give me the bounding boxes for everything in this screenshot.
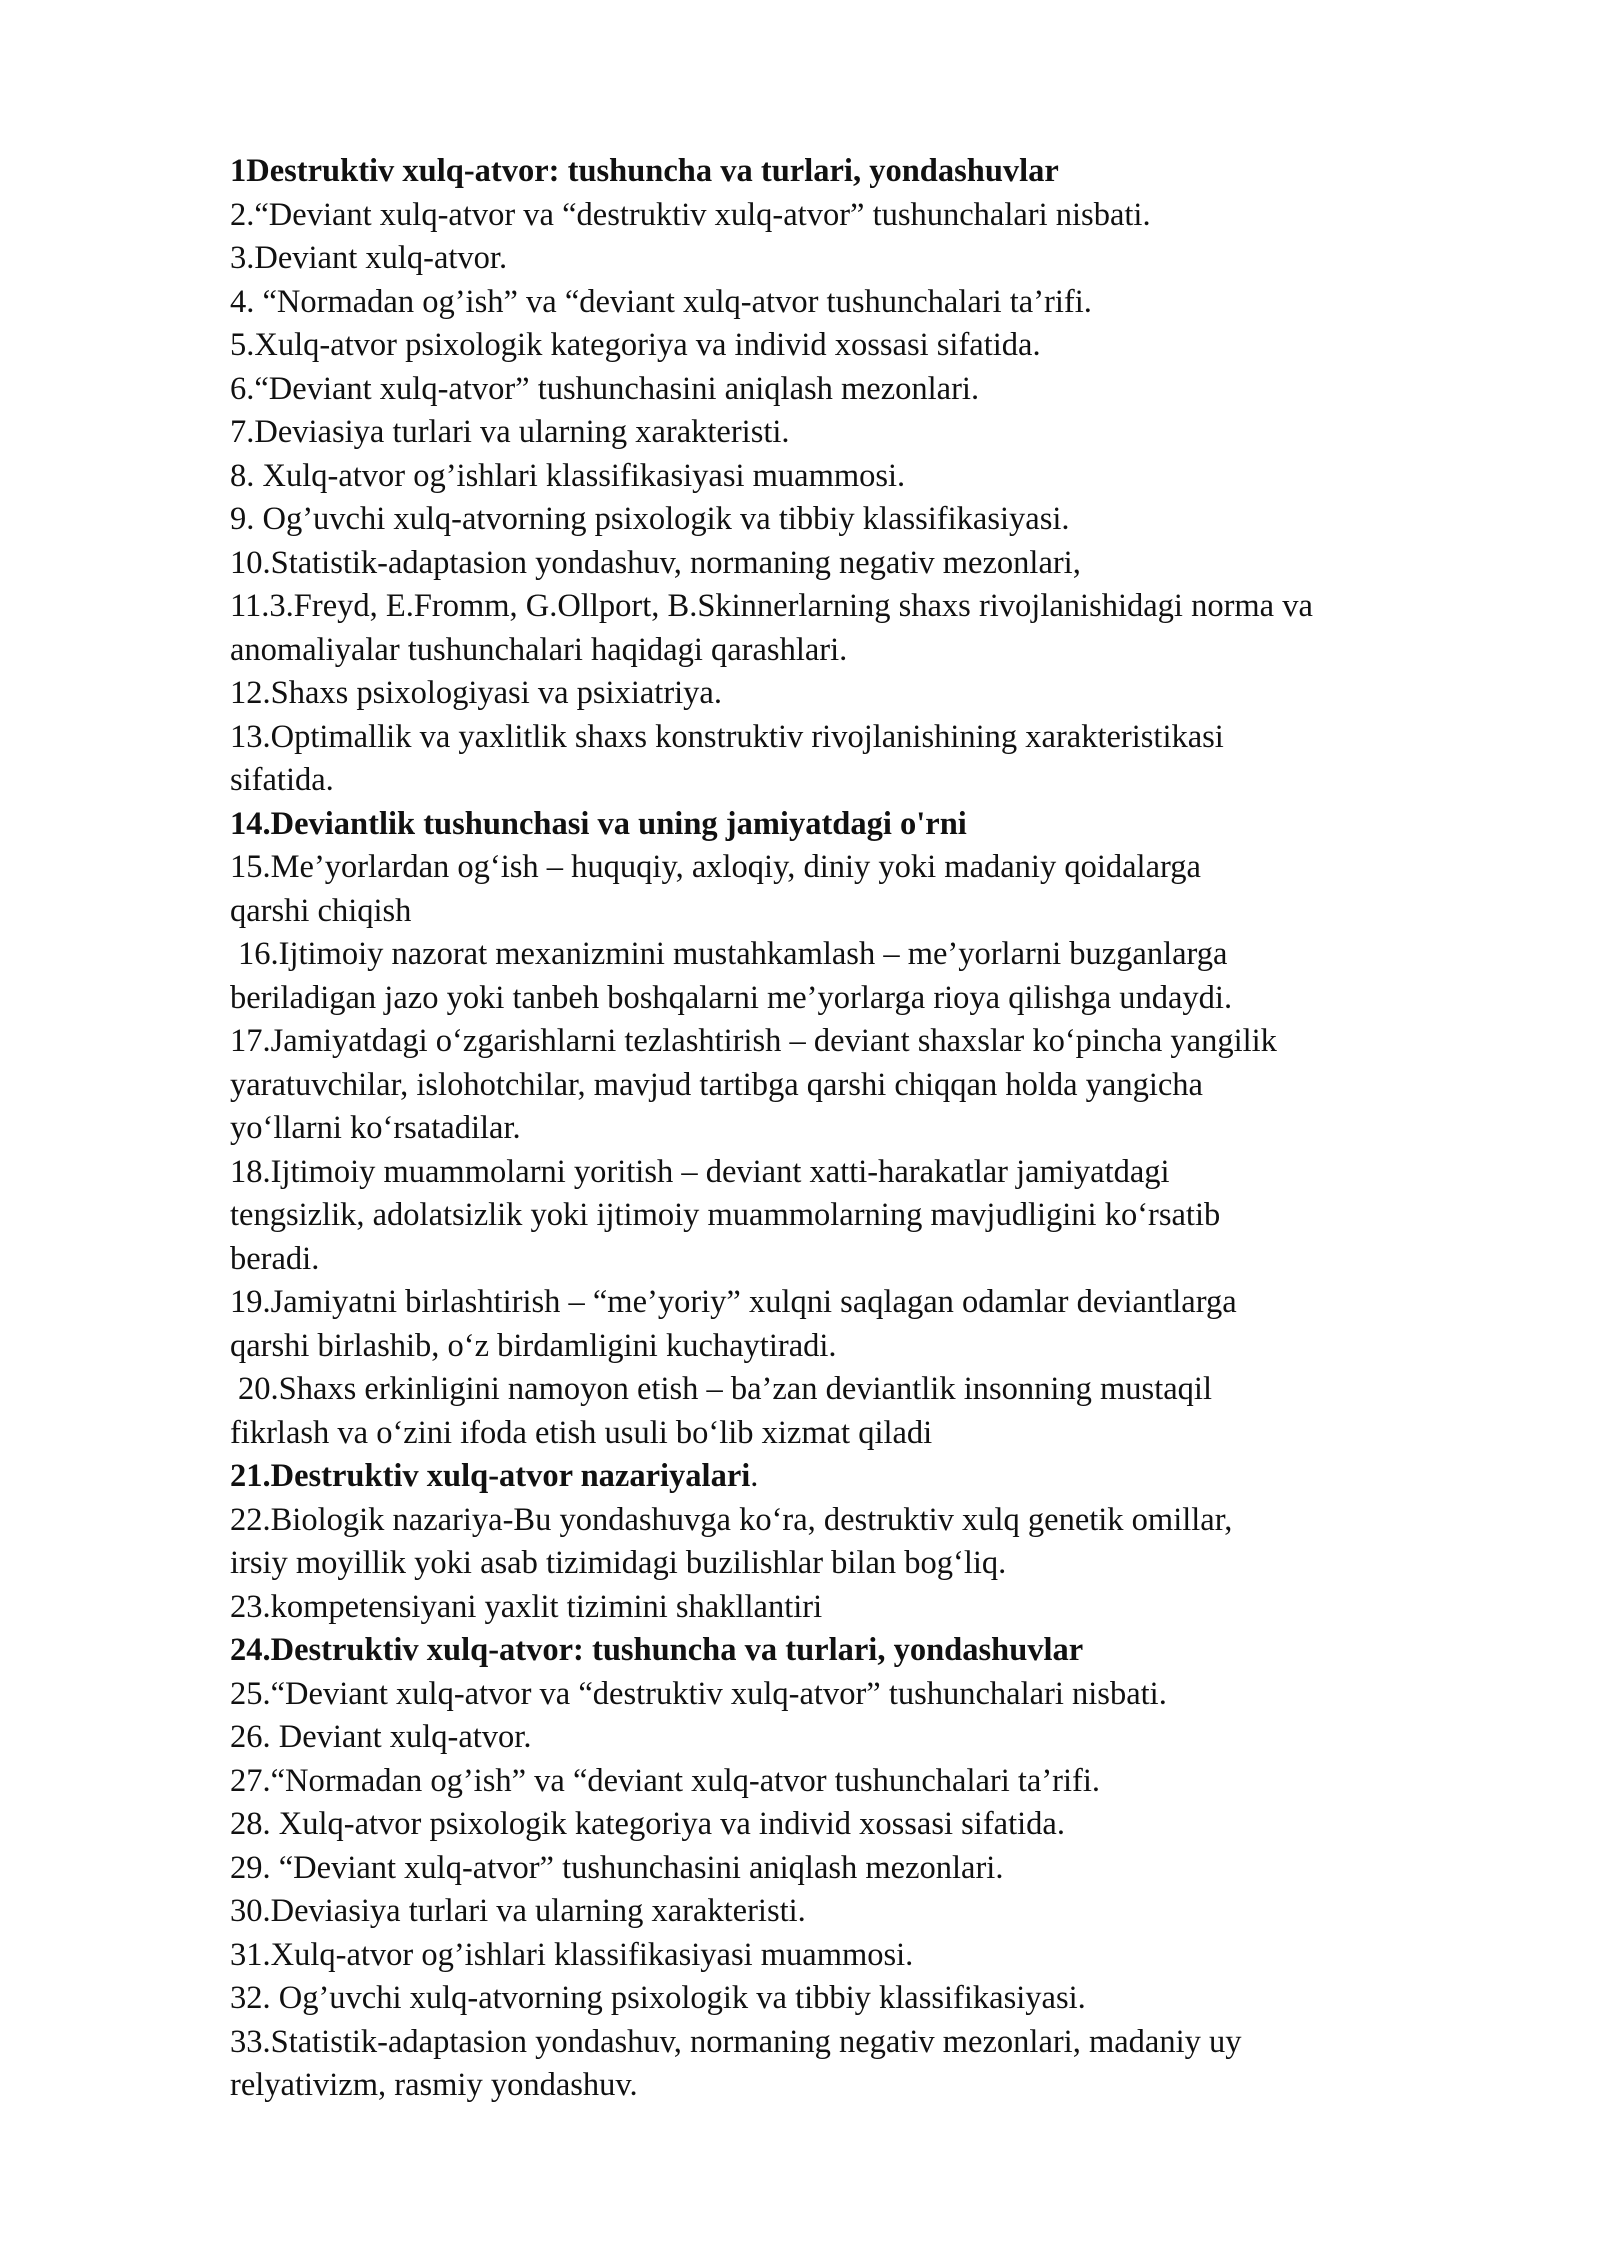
document-line <box>230 324 1520 368</box>
document-line <box>230 2021 1520 2065</box>
document-line <box>230 2064 1520 2108</box>
line-text: beriladigan jazo yoki tanbeh boshqalarni me’yorlarga rioya qilishga undaydi. <box>230 979 1233 1016</box>
line-text: 4. “Normadan og’ish” va “deviant xulq-atvor tushunchalari ta’rifi. <box>230 283 1092 320</box>
line-text: 23.kompetensiyani yaxlit tizimini shakllantiri <box>230 1588 823 1625</box>
line-text: 30.Deviasiya turlari va ularning xarakteristi. <box>230 1893 806 1929</box>
line-text: 16.Ijtimoiy nazorat mexanizmini mustahkamlash – me’yorlarni buzganlarga <box>238 936 1228 972</box>
document-line <box>230 1194 1520 1238</box>
document-line <box>230 933 1520 977</box>
document-line <box>230 1281 1520 1325</box>
document-line <box>230 1977 1520 2021</box>
document-line <box>230 1803 1520 1847</box>
line-text: tengsizlik, adolatsizlik yoki ijtimoiy muammolarning mavjudligini ko‘rsatib <box>230 1197 1221 1233</box>
document-line <box>230 542 1520 586</box>
line-text: 15.Me’yorlardan og‘ish – huquqiy, axloqiy, diniy yoki madaniy qoidalarga <box>230 849 1201 885</box>
document-line <box>230 194 1520 238</box>
line-text: 6.“Deviant xulq-atvor” tushunchasini aniqlash mezonlari. <box>230 370 980 407</box>
line-text: yaratuvchilar, islohotchilar, mavjud tartibga qarshi chiqqan holda yangicha <box>230 1066 1203 1103</box>
document-line <box>230 585 1520 629</box>
document-line <box>230 716 1520 760</box>
document-line <box>230 1238 1520 1282</box>
document-line <box>230 455 1520 499</box>
document-line <box>230 281 1520 325</box>
line-text: 10.Statistik-adaptasion yondashuv, normaning negativ mezonlari, <box>230 544 1081 581</box>
heading-text: 1Destruktiv xulq-atvor: tushuncha va turlari, yondashuvlar <box>230 153 1059 189</box>
document-line <box>230 1716 1520 1760</box>
line-text: qarshi chiqish <box>230 892 412 929</box>
document-line <box>230 890 1520 934</box>
document-line <box>230 1847 1520 1891</box>
line-text: qarshi birlashib, o‘z birdamligini kuchaytiradi. <box>230 1327 837 1364</box>
line-text: 5.Xulq-atvor psixologik kategoriya va individ xossasi sifatida. <box>230 327 1041 363</box>
line-text: 27.“Normadan og’ish” va “deviant xulq-atvor tushunchalari ta’rifi. <box>230 1762 1100 1799</box>
document-line <box>230 759 1520 803</box>
line-text: beradi. <box>230 1240 320 1277</box>
line-text: 17.Jamiyatdagi o‘zgarishlarni tezlashtirish – deviant shaxslar ko‘pincha yangilik <box>230 1023 1277 1059</box>
document-line <box>230 803 1520 847</box>
document-line <box>230 1629 1520 1673</box>
document-line <box>230 977 1520 1021</box>
heading-text: 14.Deviantlik tushunchasi va uning jamiyatdagi o'rni <box>230 805 967 842</box>
document-line <box>230 368 1520 412</box>
document-line <box>230 629 1520 673</box>
document-line <box>230 237 1520 281</box>
line-text: 11.3.Freyd, E.Fromm, G.Ollport, B.Skinnerlarning shaxs rivojlanishidagi norma va <box>230 588 1313 624</box>
line-text: 26. Deviant xulq-atvor. <box>230 1719 532 1755</box>
document-line <box>230 1934 1520 1978</box>
line-text: 33.Statistik-adaptasion yondashuv, normaning negativ mezonlari, madaniy uy <box>230 2023 1242 2060</box>
line-text: 20.Shaxs erkinligini namoyon etish – ba’zan deviantlik insonning mustaqil <box>238 1371 1212 1407</box>
line-text: irsiy moyillik yoki asab tizimidagi buzilishlar bilan bog‘liq. <box>230 1545 1007 1581</box>
line-text: 25.“Deviant xulq-atvor va “destruktiv xulq-atvor” tushunchalari nisbati. <box>230 1675 1167 1712</box>
line-text: 31.Xulq-atvor og’ishlari klassifikasiyasi muammosi. <box>230 1936 914 1973</box>
heading-text: 21.Destruktiv xulq-atvor nazariyalari <box>230 1458 751 1494</box>
line-text: 32. Og’uvchi xulq-atvorning psixologik va tibbiy klassifikasiyasi. <box>230 1980 1086 2016</box>
document-line <box>230 1064 1520 1108</box>
line-text: sifatida. <box>230 762 334 798</box>
line-text: 18.Ijtimoiy muammolarni yoritish – deviant xatti-harakatlar jamiyatdagi <box>230 1153 1170 1190</box>
line-text: 19.Jamiyatni birlashtirish – “me’yoriy” xulqni saqlagan odamlar deviantlarga <box>230 1284 1237 1320</box>
document-line <box>230 1020 1520 1064</box>
document-line <box>230 498 1520 542</box>
document-line <box>230 1412 1520 1456</box>
line-text: 7.Deviasiya turlari va ularning xarakteristi. <box>230 414 790 450</box>
document-line <box>230 846 1520 890</box>
document-line <box>230 1368 1520 1412</box>
document-line <box>230 1760 1520 1804</box>
document-line <box>230 1151 1520 1195</box>
line-text: 9. Og’uvchi xulq-atvorning psixologik va tibbiy klassifikasiyasi. <box>230 501 1070 537</box>
document-line <box>230 1673 1520 1717</box>
line-text: 8. Xulq-atvor og’ishlari klassifikasiyasi muammosi. <box>230 457 906 494</box>
line-text: fikrlash va o‘zini ifoda etish usuli bo‘lib xizmat qiladi <box>230 1414 933 1451</box>
document-line <box>230 672 1520 716</box>
line-text: 3.Deviant xulq-atvor. <box>230 240 508 276</box>
line-text: 29. “Deviant xulq-atvor” tushunchasini aniqlash mezonlari. <box>230 1849 1004 1886</box>
document-line <box>230 1499 1520 1543</box>
document-line <box>230 1107 1520 1151</box>
document-line <box>230 1455 1520 1499</box>
document-line <box>230 150 1520 194</box>
document-line <box>230 1586 1520 1630</box>
line-text: anomaliyalar tushunchalari haqidagi qarashlari. <box>230 631 848 668</box>
line-text: relyativizm, rasmiy yondashuv. <box>230 2067 638 2103</box>
line-text: 28. Xulq-atvor psixologik kategoriya va individ xossasi sifatida. <box>230 1806 1065 1842</box>
line-text: 2.“Deviant xulq-atvor va “destruktiv xulq-atvor” tushunchalari nisbati. <box>230 196 1151 233</box>
document-line <box>230 411 1520 455</box>
heading-text: 24.Destruktiv xulq-atvor: tushuncha va turlari, yondashuvlar <box>230 1632 1084 1668</box>
document-line <box>230 1542 1520 1586</box>
line-text: 13.Optimallik va yaxlitlik shaxs konstruktiv rivojlanishining xarakteristikasi <box>230 718 1224 755</box>
line-text: 12.Shaxs psixologiyasi va psixiatriya. <box>230 675 722 711</box>
document-line <box>230 1890 1520 1934</box>
line-text: 22.Biologik nazariya-Bu yondashuvga ko‘ra, destruktiv xulq genetik omillar, <box>230 1501 1233 1538</box>
document-line <box>230 1325 1520 1369</box>
line-text: yo‘llarni ko‘rsatadilar. <box>230 1110 521 1146</box>
document-body <box>230 150 1520 2108</box>
line-suffix: . <box>750 1458 759 1494</box>
